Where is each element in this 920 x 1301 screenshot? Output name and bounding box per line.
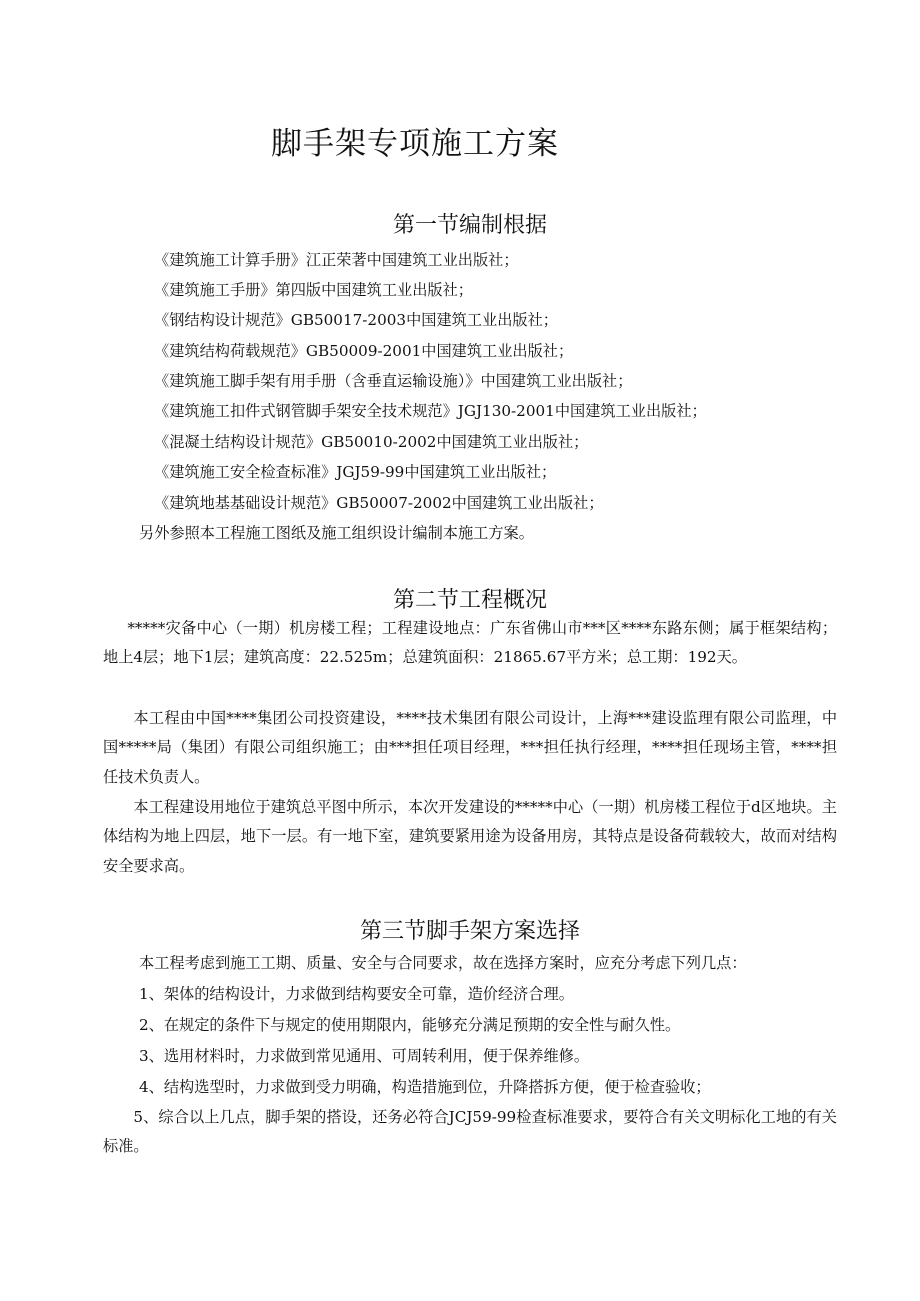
basis-closing-note: 另外参照本工程施工图纸及施工组织设计编制本施工方案。 [139, 524, 534, 542]
scheme-point: 4、结构选型时，力求做到受力明确，构造措施到位，升降搭拆方便，便于检查验收； [139, 1078, 711, 1096]
section-heading-basis: 第一节编制根据 [392, 213, 547, 238]
reference-item: 《建筑施工安全检查标准》JGJ59-99中国建筑工业出版社； [154, 463, 557, 481]
reference-item: 《建筑施工脚手架有用手册（含垂直运输设施）》中国建筑工业出版社； [154, 372, 633, 390]
section-heading-overview: 第二节工程概况 [392, 588, 547, 613]
reference-item: 《建筑结构荷载规范》GB50009-2001中国建筑工业出版社； [154, 342, 574, 360]
section-heading-scheme-selection: 第三节脚手架方案选择 [359, 919, 580, 944]
reference-item: 《建筑施工扣件式钢管脚手架安全技术规范》JGJ130-2001中国建筑工业出版社； [154, 402, 707, 420]
document-title: 脚手架专项施工方案 [271, 126, 559, 162]
scheme-point: 2、在规定的条件下与规定的使用期限内，能够充分满足预期的安全性与耐久性。 [139, 1016, 681, 1034]
overview-paragraph: 本工程由中国****集团公司投资建设，****技术集团有限公司设计，上海***建设监理有限公司监理，中国*****局（集团）有限公司组织施工；由***担任项目经理，***担任执行经理，****担任现场主管，****担任技术负责人。 [103, 709, 837, 786]
overview-paragraph: 本工程建设用地位于建筑总平图中所示，本次开发建设的*****中心（一期）机房楼工程位于d区地块。主体结构为地上四层，地下一层。有一地下室，建筑要紧用途为设备用房，其特点是设备荷载较大，故而对结构安全要求高。 [103, 798, 837, 875]
scheme-point: 1、架体的结构设计，力求做到结构要安全可靠，造价经济合理。 [139, 985, 574, 1003]
scheme-intro: 本工程考虑到施工工期、质量、安全与合同要求，故在选择方案时，应充分考虑下列几点： [139, 954, 747, 972]
scheme-point: 5、综合以上几点，脚手架的搭设，还务必符合JCJ59-99检查标准要求，要符合有关文明标化工地的有关标准。 [103, 1108, 837, 1156]
scheme-point: 3、选用材料时，力求做到常见通用、可周转利用，便于保养维修。 [139, 1047, 590, 1065]
reference-item: 《建筑施工手册》第四版中国建筑工业出版社； [154, 281, 473, 299]
reference-item: 《钢结构设计规范》GB50017-2003中国建筑工业出版社； [154, 311, 558, 329]
reference-item: 《建筑施工计算手册》江正荣著中国建筑工业出版社； [154, 251, 519, 269]
reference-item: 《混凝土结构设计规范》GB50010-2002中国建筑工业出版社； [154, 433, 589, 451]
overview-paragraph: *****灾备中心（一期）机房楼工程；工程建设地点：广东省佛山市***区****东路东侧；属于框架结构；地上4层；地下1层；建筑高度：22.525m；总建筑面积：21865.67平方米；总工期：192天。 [103, 619, 837, 667]
reference-item: 《建筑地基基础设计规范》GB50007-2002中国建筑工业出版社； [154, 494, 604, 512]
